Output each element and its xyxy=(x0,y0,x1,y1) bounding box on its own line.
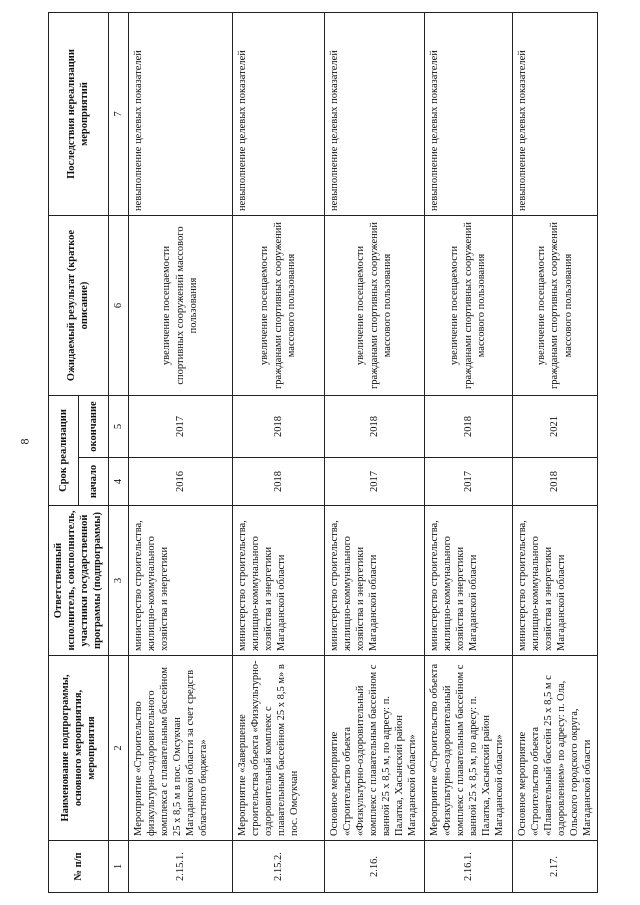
header-start: начало xyxy=(78,458,108,506)
row-consequence: невыполнение целевых показателей xyxy=(324,13,424,216)
header-consequence: Последствия нереализации мероприятий xyxy=(49,13,109,216)
row-consequence: невыполнение целевых показателей xyxy=(424,13,512,216)
row-result: увеличение посещаемости гражданами спортивных сооружений массового пользования xyxy=(424,216,512,396)
column-number: 1 xyxy=(108,841,128,893)
header-name: Наименование подпрограммы, основного мероприятия, мероприятия xyxy=(49,656,109,841)
row-name: Основное мероприятие «Строительство объекта «Плавательный бассейн 25 х 8,5 м с оздоровлением» по адресу: п. Ола, Ольского городского округа, Магаданской области xyxy=(512,656,598,841)
header-result: Ожидаемый результат (краткое описание) xyxy=(49,216,109,396)
row-start: 2017 xyxy=(424,458,512,506)
row-name: Мероприятие «Строительство физкультурно-оздоровительного комплекса с плавательным бассейном 25 х 8,5 м в пос. Омсукчан Магаданской области за счет средств областного бюджета» xyxy=(128,656,232,841)
row-consequence: невыполнение целевых показателей xyxy=(128,13,232,216)
column-number: 6 xyxy=(108,216,128,396)
row-number: 2.16. xyxy=(324,841,424,893)
table-row xyxy=(324,13,424,893)
row-number: 2.15.1. xyxy=(128,841,232,893)
events-table xyxy=(48,12,598,893)
row-result: увеличение посещаемости гражданами спортивных сооружений массового пользования xyxy=(512,216,598,396)
row-end: 2018 xyxy=(424,396,512,458)
table-row xyxy=(512,13,598,893)
row-executor: министерство строительства, жилищно-коммунального хозяйства и энергетики Магаданской области xyxy=(232,506,324,656)
header-row xyxy=(49,13,79,893)
header-executor: Ответственный исполнитель, соисполнитель, участники государственной программы (подпрограммы) xyxy=(49,506,109,656)
row-number: 2.15.2. xyxy=(232,841,324,893)
row-consequence: невыполнение целевых показателей xyxy=(232,13,324,216)
page-number: 8 xyxy=(17,438,32,445)
table-row xyxy=(424,13,512,893)
column-number: 7 xyxy=(108,13,128,216)
header-term: Срок реализации xyxy=(49,396,79,506)
row-result: увеличение посещаемости гражданами спортивных сооружений массового пользования xyxy=(232,216,324,396)
row-start: 2018 xyxy=(232,458,324,506)
row-executor: министерство строительства, жилищно-коммунального хозяйства и энергетики Магаданской области xyxy=(424,506,512,656)
row-start: 2016 xyxy=(128,458,232,506)
column-number: 4 xyxy=(108,458,128,506)
row-number: 2.17. xyxy=(512,841,598,893)
row-start: 2018 xyxy=(512,458,598,506)
column-number: 2 xyxy=(108,656,128,841)
row-name: Мероприятие «Завершение строительства объекта «Физкультурно-оздоровительный комплекс с плавательным бассейном 25 х 8,5 м» в пос. Омсукчан xyxy=(232,656,324,841)
column-number-row xyxy=(108,13,128,893)
row-end: 2018 xyxy=(324,396,424,458)
rotated-page xyxy=(16,0,628,905)
header-number: № п/п xyxy=(49,841,109,893)
row-executor: министерство строительства, жилищно-коммунального хозяйства и энергетики xyxy=(128,506,232,656)
row-name: Основное мероприятие «Строительство объекта «Физкультурно-оздоровительный комплекс с плавательным бассейном с ванной 25 х 8,5 м, по адресу: п. Палатка, Хасынский район Магаданской области» xyxy=(324,656,424,841)
row-name: Мероприятие «Строительство объекта «Физкультурно-оздоровительный комплекс с плавательным бассейном с ванной 25 х 8,5 м, по адресу: п. Палатка, Хасынский район Магаданской области» xyxy=(424,656,512,841)
row-result: увеличение посещаемости спортивных сооружений массового пользования xyxy=(128,216,232,396)
column-number: 5 xyxy=(108,396,128,458)
row-start: 2017 xyxy=(324,458,424,506)
row-consequence: невыполнение целевых показателей xyxy=(512,13,598,216)
row-executor: министерство строительства, жилищно-коммунального хозяйства и энергетики Магаданской области xyxy=(512,506,598,656)
row-executor: министерство строительства, жилищно-коммунального хозяйства и энергетики Магаданской области xyxy=(324,506,424,656)
table-row xyxy=(128,13,232,893)
row-result: увеличение посещаемости гражданами спортивных сооружений массового пользования xyxy=(324,216,424,396)
table-row xyxy=(232,13,324,893)
row-end: 2021 xyxy=(512,396,598,458)
row-end: 2017 xyxy=(128,396,232,458)
row-number: 2.16.1. xyxy=(424,841,512,893)
row-end: 2018 xyxy=(232,396,324,458)
column-number: 3 xyxy=(108,506,128,656)
header-end: окончание xyxy=(78,396,108,458)
